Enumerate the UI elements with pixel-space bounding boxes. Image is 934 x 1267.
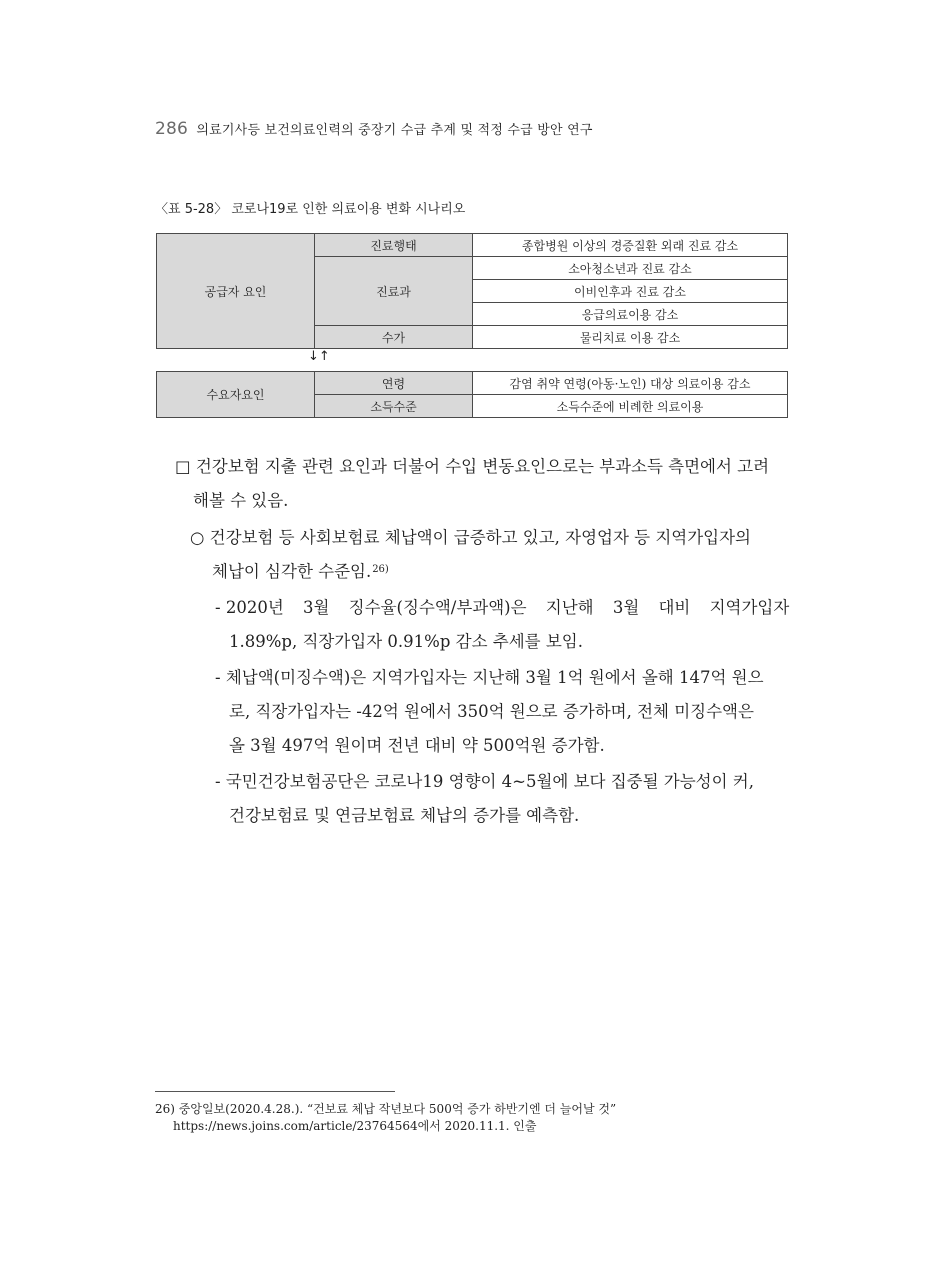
factor-cell: 소득수준 (315, 395, 473, 418)
description-cell: 소아청소년과 진료 감소 (473, 257, 788, 280)
dash-item (215, 661, 764, 763)
footnote-reference: 26) (372, 564, 389, 575)
footnote-line: 26) 중앙일보(2020.4.28.). “건보료 체납 작년보다 500억 증가 하반기엔 더 늘어날 것” (155, 1102, 617, 1116)
description-cell: 종합병원 이상의 경증질환 외래 진료 감소 (473, 234, 788, 257)
paragraph-line: 국민건강보험공단은 코로나19 영향이 4~5월에 보다 집중될 가능성이 커, (225, 772, 754, 791)
supply-factor-table (156, 233, 788, 349)
paragraph-square (175, 450, 769, 518)
table-row (157, 234, 788, 257)
paragraph-line: 올 3월 497억 원이며 전년 대비 약 500억원 증가함. (229, 736, 605, 755)
footnote-source-link: https://news.joins.com/article/23764564에서 2020.11.1. 인출 (173, 1119, 537, 1133)
demand-factor-table (156, 371, 788, 418)
dash-item (215, 591, 789, 659)
table-caption: 〈표 5-28〉 코로나19로 인한 의료이용 변화 시나리오 (155, 202, 466, 217)
table-row (157, 372, 788, 395)
paragraph-line: 해볼 수 있음. (193, 491, 289, 510)
description-cell: 이비인후과 진료 감소 (473, 280, 788, 303)
bidirectional-arrow-icon: ↓↑ (308, 349, 330, 364)
dash-bullet-icon: - (215, 668, 221, 687)
demand-factor-label: 수요자요인 (157, 372, 315, 418)
dash-item (215, 765, 754, 833)
dash-bullet-icon: - (215, 598, 221, 617)
paragraph-line: 2020년 3월 징수율(징수액/부과액)은 지난해 3월 대비 지역가입자 (225, 598, 790, 617)
page-number: 286 (155, 119, 189, 139)
description-cell: 감염 취약 연령(아동·노인) 대상 의료이용 감소 (473, 372, 788, 395)
factor-cell: 수가 (315, 326, 473, 349)
paragraph-line: 건강보험료 및 연금보험료 체납의 증가를 예측함. (229, 806, 580, 825)
circle-bullet-icon: ○ (190, 528, 205, 547)
factor-cell: 연령 (315, 372, 473, 395)
dash-bullet-icon: - (215, 772, 221, 791)
footnote-divider (155, 1091, 395, 1092)
paragraph-line: 로, 직장가입자는 -42억 원에서 350억 원으로 증가하며, 전체 미징수액은 (229, 702, 754, 721)
square-bullet-icon: □ (175, 457, 191, 476)
running-title: 의료기사등 보건의료인력의 중장기 수급 추계 및 적정 수급 방안 연구 (196, 123, 593, 138)
paragraph-line: 건강보험 지출 관련 요인과 더불어 수입 변동요인으로는 부과소득 측면에서 고려 (195, 457, 770, 476)
paragraph-line: 건강보험 등 사회보험료 체납액이 급증하고 있고, 자영업자 등 지역가입자의 (209, 528, 751, 547)
supply-factor-label: 공급자 요인 (157, 234, 315, 349)
running-header (155, 119, 593, 139)
paragraph-line: 1.89%p, 직장가입자 0.91%p 감소 추세를 보임. (229, 632, 583, 651)
description-cell: 소득수준에 비례한 의료이용 (473, 395, 788, 418)
factor-cell: 진료행태 (315, 234, 473, 257)
paragraph-circle (190, 521, 751, 589)
paragraph-line: 체납액(미징수액)은 지역가입자는 지난해 3월 1억 원에서 올해 147억 원으 (225, 668, 764, 687)
paragraph-line: 체납이 심각한 수준임. (212, 562, 372, 581)
description-cell: 물리치료 이용 감소 (473, 326, 788, 349)
footnote (155, 1101, 616, 1135)
factor-cell: 진료과 (315, 257, 473, 326)
description-cell: 응급의료이용 감소 (473, 303, 788, 326)
